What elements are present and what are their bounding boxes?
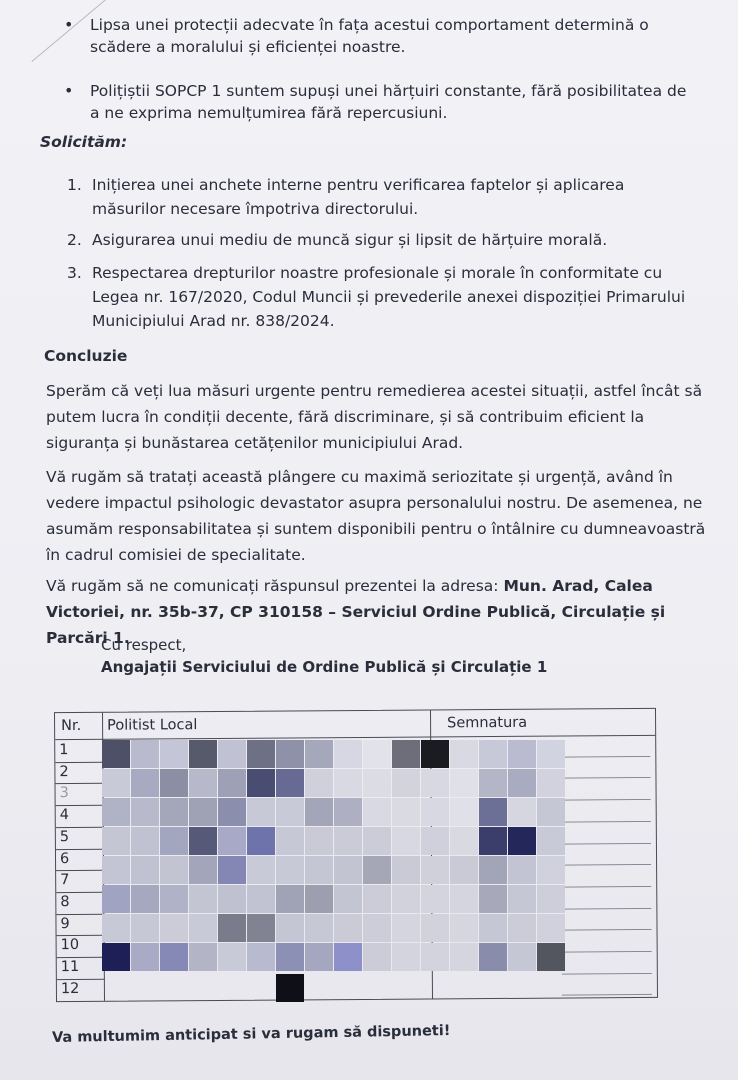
item-number: 2. — [67, 231, 82, 249]
redaction-cell — [537, 856, 565, 884]
redaction-cell — [421, 856, 449, 884]
redaction-cell — [247, 943, 275, 971]
redaction-cell — [160, 769, 188, 797]
redaction-cell — [334, 914, 362, 942]
redaction-cell — [160, 885, 188, 913]
redaction-cell — [247, 798, 275, 826]
signature-line — [562, 929, 652, 931]
table-row-number: 2 — [59, 763, 69, 780]
redaction-cell — [508, 943, 536, 971]
redaction-cell — [479, 943, 507, 971]
closing: Cu respect, — [101, 636, 187, 654]
request-heading: Solicităm: — [40, 133, 128, 151]
conclusion-paragraph: Vă rugăm să tratați această plângere cu maximă seriozitate și urgență, având în vedere impactul psihologic devastator asupra personalului nostru. De asemenea, ne asumăm responsabilitatea și suntem disponibili pentru o întâlnire cu dumneavoastră în cadrul comisiei de specialitate. — [46, 468, 706, 564]
item-number: 1. — [67, 176, 82, 194]
item-text: Inițierea unei anchete interne pentru verificarea faptelor și aplicarea măsurilor necesare împotriva directorului. — [92, 176, 625, 218]
redaction-cell — [276, 740, 304, 768]
bullet-item: • Lipsa unei protecții adecvate în fața acestui comportament determină o scădere a moralului și eficienței noastre. — [90, 14, 700, 58]
redaction-cell — [479, 856, 507, 884]
redaction-cell — [160, 827, 188, 855]
redaction-cell — [276, 769, 304, 797]
redaction-cell — [363, 856, 391, 884]
redaction-cell — [305, 856, 333, 884]
item-text: Respectarea drepturilor noastre profesionale și morale în conformitate cu Legea nr. 167/2020, Codul Muncii și prevederile anexei dispoziției Primarului Municipiului Arad nr. 838/2024. — [92, 264, 686, 330]
redaction-cell — [537, 769, 565, 797]
redaction-cell — [276, 943, 304, 971]
request-item — [67, 173, 702, 221]
item-text: Asigurarea unui mediu de muncă sigur și lipsit de hărțuire morală. — [92, 231, 608, 249]
redaction-cell — [276, 856, 304, 884]
redaction-cell — [537, 943, 565, 971]
redaction-cell — [450, 856, 478, 884]
redaction-cell — [392, 914, 420, 942]
redaction-cell — [247, 885, 275, 913]
redaction-cell — [131, 769, 159, 797]
redaction-cell — [363, 769, 391, 797]
redaction-cell — [334, 856, 362, 884]
redaction-cell — [450, 827, 478, 855]
redaction-cell — [160, 943, 188, 971]
redaction-cell — [450, 914, 478, 942]
conclusion-heading: Concluzie — [44, 347, 128, 365]
table-row-number: 7 — [60, 872, 70, 889]
redaction-cell — [102, 856, 130, 884]
redaction-cell — [537, 827, 565, 855]
redaction-cell — [479, 885, 507, 913]
redaction-cell — [218, 798, 246, 826]
redaction-cell — [508, 885, 536, 913]
redaction-cell — [189, 914, 217, 942]
redaction-cell — [334, 885, 362, 913]
redaction-cell — [189, 943, 217, 971]
redaction-cell — [392, 769, 420, 797]
redaction-cell — [479, 827, 507, 855]
redaction-cell — [131, 827, 159, 855]
signature-line — [562, 994, 652, 996]
redaction-cell — [363, 740, 391, 768]
table-row-number: 4 — [59, 807, 70, 824]
redaction-cell — [189, 798, 217, 826]
redaction-cell — [392, 740, 420, 768]
redaction-cell — [421, 798, 449, 826]
redaction-cell — [160, 798, 188, 826]
table-row-number: 1 — [59, 742, 69, 759]
redaction-cell — [334, 769, 362, 797]
redaction-cell — [479, 914, 507, 942]
redaction-cell — [508, 740, 536, 768]
redaction-cell — [102, 827, 130, 855]
conclusion-paragraph: Sperăm că veți lua măsuri urgente pentru remedierea acestei situații, astfel încât să putem lucra în condiții decente, fără discriminare, și să contribuim eficient la siguranța și bunăstarea cetățenilor municipiului Arad. — [46, 382, 703, 452]
redaction-cell — [392, 885, 420, 913]
redaction-cell — [218, 943, 246, 971]
redaction-cell — [363, 885, 391, 913]
redaction-cell — [450, 798, 478, 826]
signature-line — [560, 756, 650, 758]
signature-line — [561, 842, 651, 844]
redaction-cell — [305, 740, 333, 768]
signature-line — [561, 864, 651, 866]
redaction-cell — [189, 740, 217, 768]
redaction-cell — [305, 798, 333, 826]
redaction-cell — [421, 943, 449, 971]
redaction-cell — [537, 885, 565, 913]
redaction-cell — [421, 885, 449, 913]
redaction-cell — [305, 914, 333, 942]
redaction-cell — [276, 974, 304, 1002]
signature-block — [101, 634, 547, 678]
redaction-cell — [131, 943, 159, 971]
address-intro: Vă rugăm să ne comunicați răspunsul prezentei la adresa: — [46, 577, 504, 595]
signatory: Angajații Serviciului de Ordine Publică și Circulație 1 — [101, 658, 548, 676]
redaction-cell — [218, 856, 246, 884]
redaction-cell — [247, 856, 275, 884]
table-row-number: 10 — [60, 937, 80, 954]
redaction-cell — [305, 943, 333, 971]
redaction-cell — [218, 885, 246, 913]
signature-line — [560, 777, 650, 779]
item-number: 3. — [67, 264, 82, 282]
redaction-cell — [218, 914, 246, 942]
col-header-politist: Politist Local — [107, 717, 198, 734]
footer-note: Va multumim anticipat si va rugam să dispuneti! — [51, 1023, 451, 1046]
signature-line — [562, 951, 652, 953]
redaction-cell — [189, 827, 217, 855]
table-row-number: 8 — [60, 893, 70, 910]
bullet-item: • Polițiștii SOPCP 1 suntem supuși unei hărțuiri constante, fără posibilitatea de a ne exprima nemulțumirea fără repercusiuni. — [90, 80, 700, 124]
redaction-cell — [218, 740, 246, 768]
redaction-cell — [131, 856, 159, 884]
redaction-cell — [363, 798, 391, 826]
redaction-cell — [508, 856, 536, 884]
redaction-cell — [247, 827, 275, 855]
redaction-cell — [363, 827, 391, 855]
table-row-number: 12 — [60, 980, 80, 997]
signature-line — [562, 973, 652, 975]
redaction-cell — [363, 914, 391, 942]
redaction-cell — [102, 943, 130, 971]
redaction-cell — [392, 943, 420, 971]
signature-line — [561, 886, 651, 888]
table-row-number: 5 — [59, 828, 70, 845]
redaction-cell — [131, 914, 159, 942]
redaction-cell — [421, 769, 449, 797]
signature-line — [561, 799, 651, 801]
redaction-cell — [189, 885, 217, 913]
redaction-cell — [218, 769, 246, 797]
redaction-cell — [450, 885, 478, 913]
redaction-cell — [305, 769, 333, 797]
redaction-cell — [334, 943, 362, 971]
redaction-cell — [508, 827, 536, 855]
redaction-cell — [508, 914, 536, 942]
redaction-cell — [102, 885, 130, 913]
redaction-cell — [421, 740, 449, 768]
redaction-cell — [276, 827, 304, 855]
redaction-cell — [131, 885, 159, 913]
redaction-cell — [247, 769, 275, 797]
redaction-cell — [479, 740, 507, 768]
redaction-cell — [102, 914, 130, 942]
redaction-cell — [189, 856, 217, 884]
table-row-number: 9 — [60, 915, 70, 932]
redaction-cell — [305, 885, 333, 913]
col-header-nr: Nr. — [61, 717, 82, 735]
redaction-cell — [392, 827, 420, 855]
redaction-cell — [479, 769, 507, 797]
redaction-cell — [421, 914, 449, 942]
redaction-cell — [334, 827, 362, 855]
redaction-cell — [102, 769, 130, 797]
redaction-cell — [363, 943, 391, 971]
redaction-cell — [450, 943, 478, 971]
redaction-cell — [508, 798, 536, 826]
redaction-cell — [334, 740, 362, 768]
redaction-cell — [450, 740, 478, 768]
redaction-cell — [160, 740, 188, 768]
request-item — [67, 261, 702, 333]
redaction-cell — [276, 885, 304, 913]
redaction-cell — [508, 769, 536, 797]
redaction-cell — [479, 798, 507, 826]
redaction-cell — [102, 798, 130, 826]
signature-line — [561, 821, 651, 823]
redaction-cell — [450, 769, 478, 797]
table-row-number: 3 — [59, 785, 69, 802]
request-item — [67, 228, 702, 252]
redaction-cell — [334, 798, 362, 826]
table-row-number: 6 — [59, 850, 70, 867]
redaction-cell — [160, 914, 188, 942]
redaction-cell — [102, 740, 130, 768]
redaction-cell — [131, 740, 159, 768]
redaction-cell — [276, 798, 304, 826]
redaction-cell — [247, 914, 275, 942]
redaction-cell — [218, 827, 246, 855]
redaction-cell — [131, 798, 159, 826]
redaction-cell — [276, 914, 304, 942]
redaction-cell — [160, 856, 188, 884]
redaction-cell — [537, 914, 565, 942]
redaction-cell — [537, 798, 565, 826]
address-bold: Mun. Arad, Calea Victoriei, nr. 35b-37, CP 310158 – Serviciul Ordine Publică, Circulație și Parcări 1. — [46, 577, 666, 647]
redaction-cell — [421, 827, 449, 855]
redaction-cell — [392, 798, 420, 826]
redaction-cell — [247, 740, 275, 768]
redaction-cell — [537, 740, 565, 768]
col-header-semnatura: Semnatura — [447, 714, 528, 732]
redaction-cell — [305, 827, 333, 855]
redaction-cell — [392, 856, 420, 884]
table-row-number: 11 — [60, 958, 80, 976]
redaction-cell — [189, 769, 217, 797]
signature-line — [561, 908, 651, 910]
